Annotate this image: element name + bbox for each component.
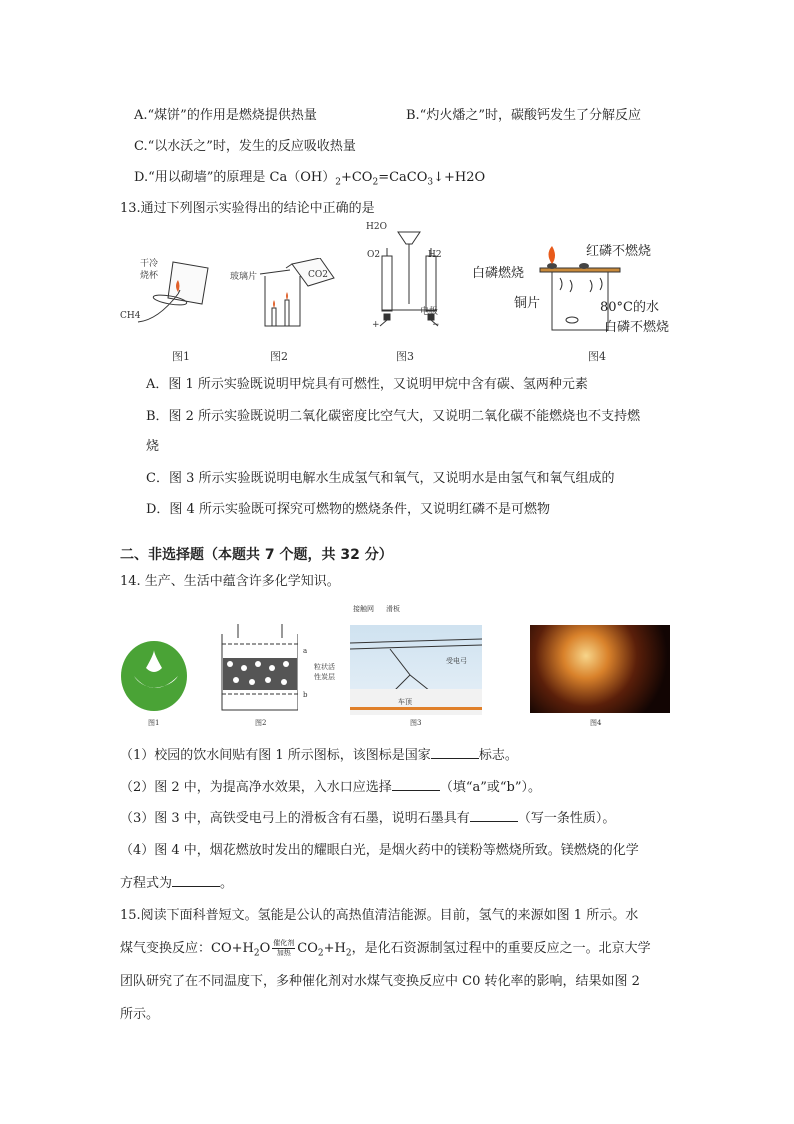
- fig3-minus: −: [432, 320, 440, 330]
- fig3-bow: 受电弓: [446, 657, 467, 665]
- fig3-electrode: 电极: [420, 307, 439, 317]
- q15-line-4: 所示。: [120, 1007, 160, 1022]
- fig2-layer-2: 性炭层: [314, 673, 335, 681]
- fig3-slide: 滑板: [386, 605, 400, 613]
- q13-option-b-line1: B．图 2 所示实验既说明二氧化碳密度比空气大，又说明二氧化碳不能燃烧也不支持燃: [146, 409, 641, 424]
- flame-icon: [549, 246, 556, 264]
- fig2-layer-1: 粒状活: [314, 663, 335, 671]
- fig1-label: 图1: [172, 350, 190, 363]
- fig3-water: H2O: [366, 222, 387, 232]
- q14-fig2-label: 图2: [255, 719, 267, 727]
- q13-option-c: C．图 3 所示实验既说明电解水生成氢气和氧气，又说明水是由氢气和氧气组成的: [146, 471, 615, 486]
- q14-part-1: （1）校园的饮水间贴有图 1 所示图标，该图标是国家 标志。: [120, 748, 518, 763]
- q14-fig1-label: 图1: [148, 719, 160, 727]
- fig4-white-no: 白磷不燃烧: [604, 320, 670, 335]
- fig3-car: 车顶: [398, 698, 412, 706]
- fig3-plus: +: [372, 320, 380, 330]
- fig3-wire: 接触网: [353, 605, 374, 613]
- q15-line-1: 15.阅读下面科普短文。氢能是公认的高热值清洁能源。目前，氢气的来源如图 1 所示。水: [120, 908, 639, 923]
- q13-option-a: A．图 1 所示实验既说明甲烷具有可燃性，又说明甲烷中含有碳、氢两种元素: [146, 377, 588, 392]
- q13-figure-1: [118, 250, 228, 338]
- q12-option-c: C.“以水沃之”时，发生的反应吸收热量: [134, 139, 356, 154]
- fig2-b: b: [303, 691, 308, 699]
- fig4-copper: 铜片: [514, 296, 541, 311]
- fig1-gas: CH4: [120, 311, 141, 321]
- q14-fig3-label: 图3: [410, 719, 422, 727]
- fig2-label: 图2: [270, 350, 288, 363]
- fireworks-photo: [530, 625, 670, 713]
- answer-blank[interactable]: [470, 809, 518, 822]
- fig4-label: 图4: [588, 350, 606, 363]
- q14-part-3: （3）图 3 中，高铁受电弓上的滑板含有石墨，说明石墨具有 （写一条性质）。: [120, 811, 616, 826]
- fig4-red: 红磷不燃烧: [586, 244, 652, 259]
- fig2-gas: CO2: [308, 270, 328, 280]
- q13-option-d: D．图 4 所示实验既可探究可燃物的燃烧条件，又说明红磷不是可燃物: [146, 502, 550, 517]
- flame-icon: [273, 300, 275, 308]
- q13-stem: 13.通过下列图示实验得出的结论中正确的是: [120, 201, 375, 216]
- fig3-label: 图3: [396, 350, 414, 363]
- q14-part-4-line1: （4）图 4 中，烟花燃放时发出的耀眼白光，是烟火药中的镁粉等燃烧所致。镁燃烧的化学: [120, 843, 639, 858]
- fig3-h2: H2: [428, 250, 442, 260]
- fig2-glass: 玻璃片: [230, 272, 258, 282]
- pantograph-diagram: [350, 625, 482, 715]
- q14-stem: 14. 生产、生活中蕴含许多化学知识。: [120, 574, 340, 589]
- q14-figure-2: [218, 624, 298, 716]
- fig1-text-1: 干冷: [140, 259, 159, 269]
- answer-blank[interactable]: [431, 746, 479, 759]
- q14-figure-3: [350, 625, 482, 715]
- q12-option-a: A.“煤饼”的作用是燃烧提供热量: [134, 108, 317, 123]
- fig4-water: 80°C的水: [600, 300, 659, 315]
- section-title: 二、非选择题（本题共 7 个题，共 32 分）: [120, 547, 393, 563]
- q14-fig4-label: 图4: [590, 719, 602, 727]
- q13-option-b-line2: 烧: [146, 439, 160, 454]
- fig2-a: a: [303, 647, 308, 655]
- flame-icon: [286, 292, 288, 300]
- q14-part-2: （2）图 2 中，为提高净水效果，入水口应选择 （填“a”或“b”）。: [120, 780, 541, 795]
- fig1-text-2: 烧杯: [140, 271, 159, 281]
- fig3-o2: O2: [367, 250, 381, 260]
- q15-line-2: 煤气变换反应：$CO+H_2O$ $\frac{\text{催化剂}}{\text{加热}}$ $CO_2+H_2$，是化石资源制氢过程中的重要反应之一。北京大学: [120, 939, 651, 959]
- q12-option-d: D.“用以砌墙”的原理是 $Ca(OH)_2+CO_2=CaCO_3↓+H2O$: [134, 170, 486, 188]
- q12-option-b: B.“灼火燔之”时，碳酸钙发生了分解反应: [406, 108, 641, 123]
- fig4-white-burn: 白磷燃烧: [472, 266, 525, 281]
- answer-blank[interactable]: [172, 874, 220, 887]
- answer-blank[interactable]: [392, 778, 440, 791]
- reaction-condition: $\frac{\text{催化剂}}{\text{加热}}$: [273, 939, 295, 957]
- water-saving-logo: [120, 640, 188, 714]
- q14-part-4-line2: 方程式为 。: [120, 876, 234, 891]
- q15-line-3: 团队研究了在不同温度下，多种催化剂对水煤气变换反应中 C0 转化率的影响，结果如图 2: [120, 974, 640, 989]
